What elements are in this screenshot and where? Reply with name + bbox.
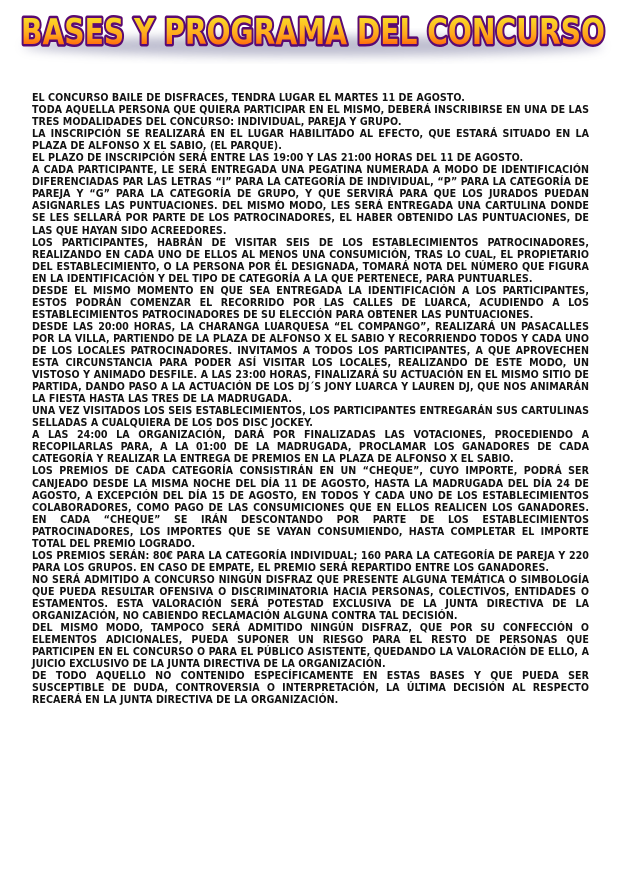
- rule-paragraph-6: LOS PARTICIPANTES, HABRÁN DE VISITAR SEIS DE LOS ESTABLECIMIENTOS PATROCINADORES, REALIZANDO EN CADA UNO DE ELLOS AL MENOS UNA CONSUMICIÓN, TRAS LO CUAL, EL PROPIETARIO DEL ESTABLECIMIENTO, O LA PERSONA POR ÉL DESIGNADA, TOMARÁ NOTA DEL NÚMERO QUE FIGURA EN LA IDENTIFICACIÓN Y DEL TIPO DE CATEGORÍA A LA QUE PERTENECE, PARA PUNTUARLES.: [32, 236, 589, 285]
- page-title: [13, 2, 613, 64]
- rule-paragraph-14: DEL MISMO MODO, TAMPOCO SERÁ ADMITIDO NINGÚN DISFRAZ, QUE POR SU CONFECCIÓN O ELEMENTOS ADICIONALES, PUEDA SUPONER UN RIESGO PARA EL RESTO DE PERSONAS QUE PARTICIPEN EN EL CONCURSO O PARA EL PÚBLICO ASISTENTE, QUEDANDO LA VALORACIÓN DE ELLO, A JUICIO EXCLUSIVO DE LA JUNTA DIRECTIVA DE LA ORGANIZACIÓN.: [32, 622, 589, 671]
- header: [0, 0, 625, 68]
- rule-paragraph-15: DE TODO AQUELLO NO CONTENIDO ESPECÍFICAMENTE EN ESTAS BASES Y QUE PUEDA SER SUSCEPTIBLE DE DUDA, CONTROVERSIA O INTERPRETACIÓN, LA ÚLTIMA DECISIÓN AL RESPECTO RECAERÁ EN LA JUNTA DIRECTIVA DE LA ORGANIZACIÓN.: [32, 670, 589, 707]
- rule-paragraph-3: LA INSCRIPCIÓN SE REALIZARÁ EN EL LUGAR HABILITADO AL EFECTO, QUE ESTARÁ SITUADO EN LA PLAZA DE ALFONSO X EL SABIO, (EL PARQUE).: [32, 128, 589, 153]
- rules-body: [0, 92, 625, 882]
- rule-paragraph-10: A LAS 24:00 LA ORGANIZACIÓN, DARÁ POR FINALIZADAS LAS VOTACIONES, PROCEDIENDO A RECOPILARLAS PARA, A LA 01:00 DE LA MADRUGADA, PROCLAMAR LOS GANADORES DE CADA CATEGORÍA Y REALIZAR LA ENTREGA DE PREMIOS EN LA PLAZA DE ALFONSO X EL SABIO.: [32, 429, 589, 466]
- rule-paragraph-4: EL PLAZO DE INSCRIPCIÓN SERÁ ENTRE LAS 19:00 Y LAS 21:00 HORAS DEL 11 DE AGOSTO.: [32, 152, 524, 165]
- rule-paragraph-12: LOS PREMIOS SERÁN: 80€ PARA LA CATEGORÍA INDIVIDUAL; 160 PARA LA CATEGORÍA DE PAREJA Y 220 PARA LOS GRUPOS. EN CASO DE EMPATE, EL PREMIO SERÁ REPARTIDO ENTRE LOS GANADORES.: [32, 549, 589, 574]
- rule-paragraph-11: LOS PREMIOS DE CADA CATEGORÍA CONSISTIRÁN EN UN “CHEQUE”, CUYO IMPORTE, PODRÁ SER CANJEADO DESDE LA MISMA NOCHE DEL DÍA 11 DE AGOSTO, HASTA LA MADRUGADA DEL DÍA 24 DE AGOSTO, A EXCEPCIÓN DEL DÍA 15 DE AGOSTO, EN TODOS Y CADA UNO DE LOS ESTABLECIMIENTOS COLABORADORES, COMO PAGO DE LAS CONSUMICIONES QUE EN ELLOS REALICEN LOS GANADORES. EN CADA “CHEQUE” SE IRÁN DESCONTANDO POR PARTE DE LOS ESTABLECIMIENTOS PATROCINADORES, LOS IMPORTES QUE SE VAYAN CONSUMIENDO, HASTA COMPLETAR EL IMPORTE TOTAL DEL PREMIO LOGRADO.: [32, 465, 589, 550]
- rule-paragraph-9: UNA VEZ VISITADOS LOS SEIS ESTABLECIMIENTOS, LOS PARTICIPANTES ENTREGARÁN SUS CARTULINAS SELLADAS A CUALQUIERA DE LOS DOS DISC JOCKEY.: [32, 405, 589, 430]
- title-stroke-text: BASES Y PROGRAMA DEL CONCURSO: [20, 12, 605, 53]
- rule-paragraph-13: NO SERÁ ADMITIDO A CONCURSO NINGÚN DISFRAZ QUE PRESENTE ALGUNA TEMÁTICA O SIMBOLOGÍA QUE PUEDA RESULTAR OFENSIVA O DISCRIMINATORIA HACIA PERSONAS, COLECTIVOS, ENTIDADES O ESTAMENTOS. ESTA VALORACIÓN SERÁ POTESTAD EXCLUSIVA DE LA JUNTA DIRECTIVA DE LA ORGANIZACIÓN, NO CABIENDO RECLAMACIÓN ALGUNA CONTRA TAL DECISIÓN.: [32, 573, 589, 623]
- rule-paragraph-2: TODA AQUELLA PERSONA QUE QUIERA PARTICIPAR EN EL MISMO, DEBERÁ INSCRIBIRSE EN UNA DE LAS TRES MODALIDADES DEL CONCURSO: INDIVIDUAL, PAREJA Y GRUPO.: [32, 104, 589, 129]
- title-fill-text: BASES Y PROGRAMA DEL CONCURSO: [20, 12, 605, 53]
- rule-paragraph-5: A CADA PARTICIPANTE, LE SERÁ ENTREGADA UNA PEGATINA NUMERADA A MODO DE IDENTIFICACIÓN DIFERENCIADAS PAR LAS LETRAS “I” PARA LA CATEGORÍA DE INDIVIDUAL, “P” PARA LA CATEGORÍA DE PAREJA Y “G” PARA LA CATEGORÍA DE GRUPO, Y QUE SERVIRÁ PARA QUE LOS JURADOS PUEDAN ASIGNARLES LAS PUNTUACIONES. DEL MISMO MODO, LES SERÁ ENTREGADA UNA CARTULINA DONDE SE LES SELLARÁ POR PARTE DE LOS PATROCINADORES, EL HABER OBTENIDO LAS PUNTUACIONES, DE LAS QUE HAYAN SIDO ACREEDORES.: [32, 164, 589, 237]
- rule-paragraph-7: DESDE EL MISMO MOMENTO EN QUE SEA ENTREGADA LA IDENTIFICACIÓN A LOS PARTICIPANTES, ESTOS PODRÁN COMENZAR EL RECORRIDO POR LAS CALLES DE LUARCA, ACUDIENDO A LOS ESTABLECIMIENTOS PATROCINADORES DE SU ELECCIÓN PARA OBTENER LAS PUNTUACIONES.: [32, 284, 589, 321]
- rule-paragraph-1: EL CONCURSO BAILE DE DISFRACES, TENDRÁ LUGAR EL MARTES 11 DE AGOSTO.: [32, 92, 465, 104]
- rule-paragraph-8: DESDE LAS 20:00 HORAS, LA CHARANGA LUARQUESA “EL COMPANGO”, REALIZARÁ UN PASACALLES POR LA VILLA, PARTIENDO DE LA PLAZA DE ALFONSO X EL SABIO Y RECORRIENDO TODOS Y CADA UNO DE LOS LOCALES PATROCINADORES. INVITAMOS A TODOS LOS PARTICIPANTES, A QUE APROVECHEN ESTA CIRCUNSTANCIA PARA PODER ASÍ VISITAR LOS LOCALES, REALIZANDO DE ESTE MODO, UN VISTOSO Y ANIMADO DESFILE. A LAS 23:00 HORAS, FINALIZARÁ SU ACTUACIÓN EN EL MISMO SITIO DE PARTIDA, DANDO PASO A LA ACTUACIÓN DE LOS DJ´S JONY LUARCA Y LAUREN DJ, QUE NOS ANIMARÁN LA FIESTA HASTA LAS TRES DE LA MADRUGADA.: [32, 320, 589, 406]
